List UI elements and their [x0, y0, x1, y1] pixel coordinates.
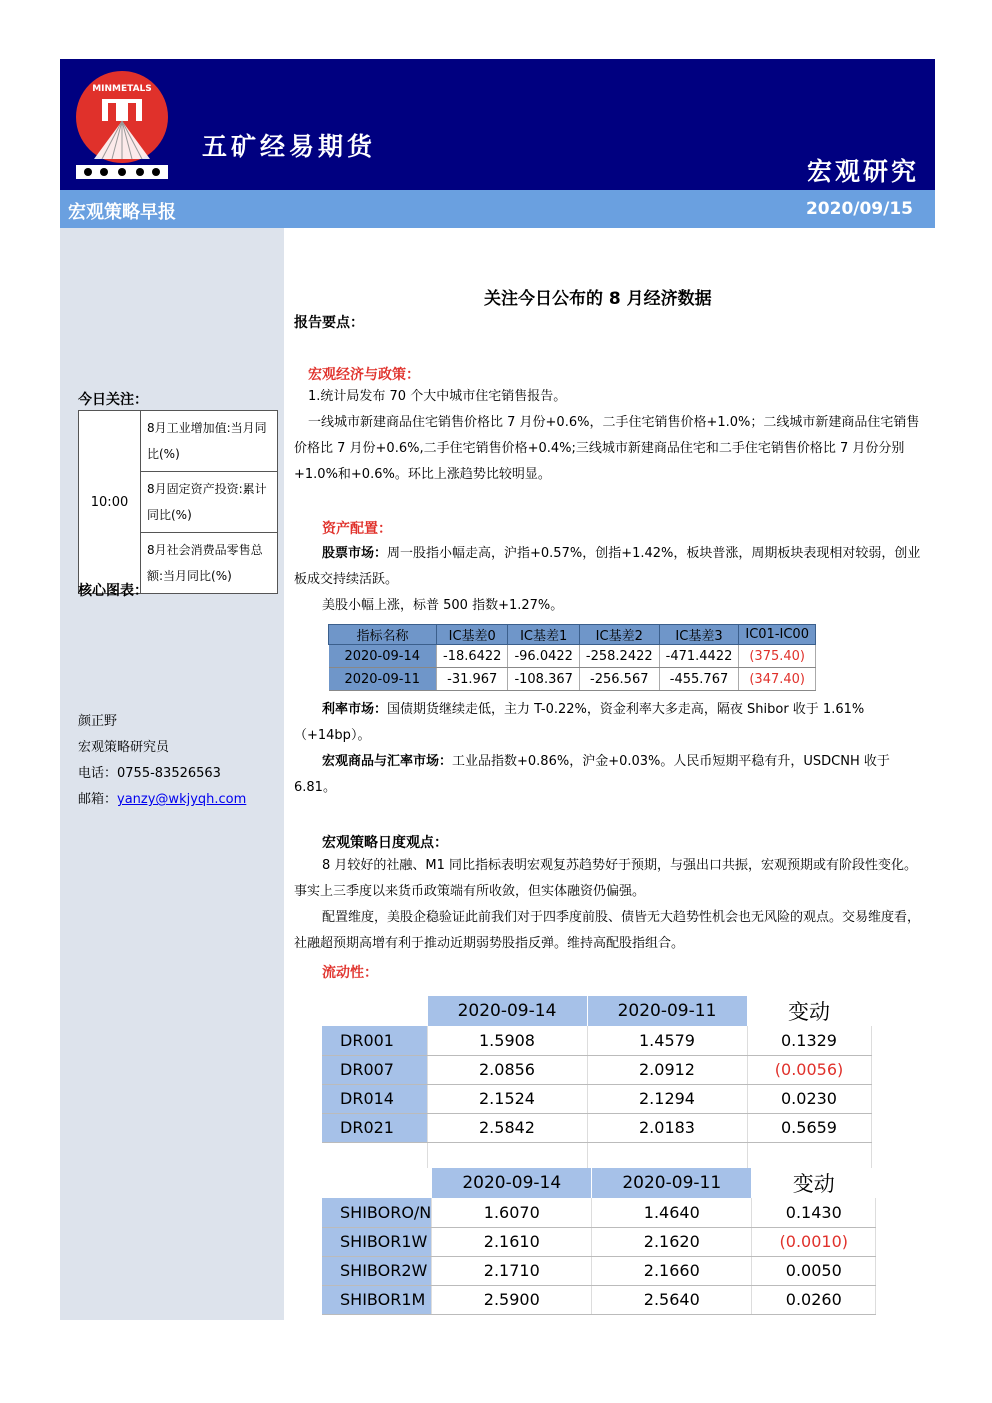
report-type: 宏观策略早报 [68, 202, 176, 223]
table-row [329, 645, 816, 668]
today-item: 8月工业增加值:当月同比(%) [141, 411, 278, 472]
spacer-cell [747, 1142, 871, 1170]
report-header [60, 59, 935, 190]
report-date: 2020/09/15 [805, 199, 913, 219]
rate-text: 国债期货继续走低，主力 T-0.22%，资金利率大多走高，隔夜 Shibor 收于 1.61%（+14bp）。 [294, 702, 865, 743]
author-phone: 电话：0755-83526563 [78, 766, 221, 781]
table-header: IC基差1 [508, 625, 579, 645]
table-cell: 2.0183 [587, 1113, 747, 1142]
email-link[interactable]: yanzy@wkjyqh.com [117, 792, 247, 807]
table-row [329, 668, 816, 691]
table-cell: 2.5842 [427, 1113, 587, 1142]
table-row [322, 1198, 876, 1227]
table-cell: 2.1524 [427, 1084, 587, 1113]
fx-text: 工业品指数+0.86%，沪金+0.03%。人民币短期平稳有升，USDCNH 收于 6.81。 [294, 754, 890, 795]
department-name: 宏观研究 [806, 157, 919, 186]
table-cell: SHIBOR2W [322, 1256, 432, 1285]
table-cell: 1.4640 [592, 1198, 752, 1227]
table-cell: -258.2422 [579, 645, 659, 668]
rate-label: 利率市场： [322, 702, 388, 717]
table-cell: 1.6070 [432, 1198, 592, 1227]
sidebar [60, 228, 284, 1320]
table-cell: 0.1430 [752, 1198, 876, 1227]
author-name: 颜正野 [78, 714, 118, 729]
table-cell: 1.4579 [587, 1026, 747, 1055]
today-focus-label: 今日关注： [78, 392, 148, 408]
today-item: 8月固定资产投资:累计同比(%) [141, 472, 278, 533]
table-cell: (0.0056) [747, 1055, 871, 1084]
table-cell: 0.0230 [747, 1084, 871, 1113]
table-cell: 0.0260 [752, 1285, 876, 1314]
ic-basis-table [328, 624, 816, 691]
table-cell: (375.40) [739, 645, 816, 668]
view-label: 宏观策略日度观点： [322, 835, 448, 851]
spacer-cell [322, 1142, 427, 1170]
table-cell: 2.5640 [592, 1285, 752, 1314]
company-name: 五矿经易期货 [202, 132, 377, 161]
today-item: 8月社会消费品零售总额:当月同比(%) [141, 533, 278, 594]
table-cell: -18.6422 [437, 645, 508, 668]
table-cell: SHIBORO/N [322, 1198, 432, 1227]
view-paragraph: 配置维度，美股企稳验证此前我们对于四季度前股、债皆无大趋势性机会也无风险的观点。交易维度看，社融超预期高增有利于推动近期弱势股指反弹。维持高配股指组合。 [294, 910, 921, 951]
rate-paragraph [294, 697, 928, 749]
table-cell: 2.1660 [592, 1256, 752, 1285]
stock-paragraph [294, 541, 928, 593]
us-paragraph: 美股小幅上涨，标普 500 指数+1.27%。 [322, 598, 564, 613]
table-cell: DR014 [322, 1084, 427, 1113]
table-cell: 2.1610 [432, 1227, 592, 1256]
fx-paragraph [294, 749, 928, 801]
spacer-row [322, 1142, 871, 1170]
table-cell: 2020-09-14 [329, 645, 437, 668]
table-cell: 2020-09-11 [329, 668, 437, 691]
fx-label: 宏观商品与汇率市场： [322, 754, 453, 769]
shibor-table [322, 1168, 876, 1315]
table-header: IC基差0 [437, 625, 508, 645]
paragraph: 1.统计局发布 70 个大中城市住宅销售报告。 [308, 389, 567, 404]
table-header: IC01-IC00 [739, 625, 816, 645]
table-header [322, 996, 427, 1026]
table-cell: -31.967 [437, 668, 508, 691]
table-row [322, 1055, 871, 1084]
table-cell: -108.367 [508, 668, 579, 691]
paragraph: 一线城市新建商品住宅销售价格比 7 月份+0.6%，二手住宅销售价格+1.0%；二线城市新建商品住宅销售价格比 7 月份+0.6%,二手住宅销售价格+0.4%;三线城市新建商品住宅和二手住宅销售价格比 7 月份分别+1.0%和+0.6%。环比上涨趋势比较明显。 [294, 415, 920, 482]
table-header: 2020-09-14 [427, 996, 587, 1026]
table-cell: (347.40) [739, 668, 816, 691]
table-cell: 0.5659 [747, 1113, 871, 1142]
author-email-row [78, 788, 246, 807]
report-title: 关注今日公布的 8 月经济数据 [484, 289, 712, 309]
table-cell: 0.1329 [747, 1026, 871, 1055]
core-chart-label: 核心图表： [78, 583, 148, 599]
table-header: 变动 [752, 1168, 876, 1198]
table-header: 2020-09-11 [587, 996, 747, 1026]
report-subbar [60, 190, 935, 228]
table-row [322, 1026, 871, 1055]
table-cell: SHIBOR1M [322, 1285, 432, 1314]
svg-text:MINMETALS: MINMETALS [92, 84, 152, 94]
table-cell: 2.1294 [587, 1084, 747, 1113]
today-focus-table [78, 410, 278, 594]
stock-label: 股票市场： [322, 546, 388, 561]
table-cell: DR021 [322, 1113, 427, 1142]
table-row [322, 1113, 871, 1142]
table-header [322, 1168, 432, 1198]
table-row [322, 1084, 871, 1113]
table-cell: DR007 [322, 1055, 427, 1084]
table-header: 变动 [747, 996, 871, 1026]
author-title: 宏观策略研究员 [78, 740, 170, 755]
stock-text: 周一股指小幅走高，沪指+0.57%，创指+1.42%，板块普涨，周期板块表现相对较弱，创业板成交持续活跃。 [294, 546, 921, 587]
table-row [322, 1285, 876, 1314]
table-cell: -471.4422 [659, 645, 739, 668]
minmetals-logo [74, 69, 170, 181]
table-cell: 2.1620 [592, 1227, 752, 1256]
table-cell: -256.567 [579, 668, 659, 691]
table-cell: DR001 [322, 1026, 427, 1055]
table-row [322, 1256, 876, 1285]
table-cell: 2.1710 [432, 1256, 592, 1285]
section-macro: 宏观经济与政策： [308, 367, 420, 383]
table-cell: 2.5900 [432, 1285, 592, 1314]
table-cell: 1.5908 [427, 1026, 587, 1055]
table-cell: 2.0912 [587, 1055, 747, 1084]
table-cell: (0.0010) [752, 1227, 876, 1256]
table-header: IC基差3 [659, 625, 739, 645]
spacer-cell [427, 1142, 587, 1170]
spacer-cell [587, 1142, 747, 1170]
email-label: 邮箱： [78, 792, 118, 807]
table-header: IC基差2 [579, 625, 659, 645]
table-header: 指标名称 [329, 625, 437, 645]
table-cell: SHIBOR1W [322, 1227, 432, 1256]
table-cell: -96.0422 [508, 645, 579, 668]
liquidity-label: 流动性： [322, 965, 378, 981]
table-row [322, 1227, 876, 1256]
dr-table [322, 996, 872, 1170]
view-paragraph: 8 月较好的社融、M1 同比指标表明宏观复苏趋势好于预期，与强出口共振，宏观预期或有阶段性变化。事实上三季度以来货币政策端有所收敛，但实体融资仍偏强。 [294, 858, 918, 899]
today-time: 10:00 [79, 411, 141, 594]
table-header: 2020-09-14 [432, 1168, 592, 1198]
summary-label: 报告要点： [294, 315, 364, 331]
table-cell: 0.0050 [752, 1256, 876, 1285]
table-cell: 2.0856 [427, 1055, 587, 1084]
table-cell: -455.767 [659, 668, 739, 691]
table-header: 2020-09-11 [592, 1168, 752, 1198]
section-asset: 资产配置： [322, 521, 392, 537]
